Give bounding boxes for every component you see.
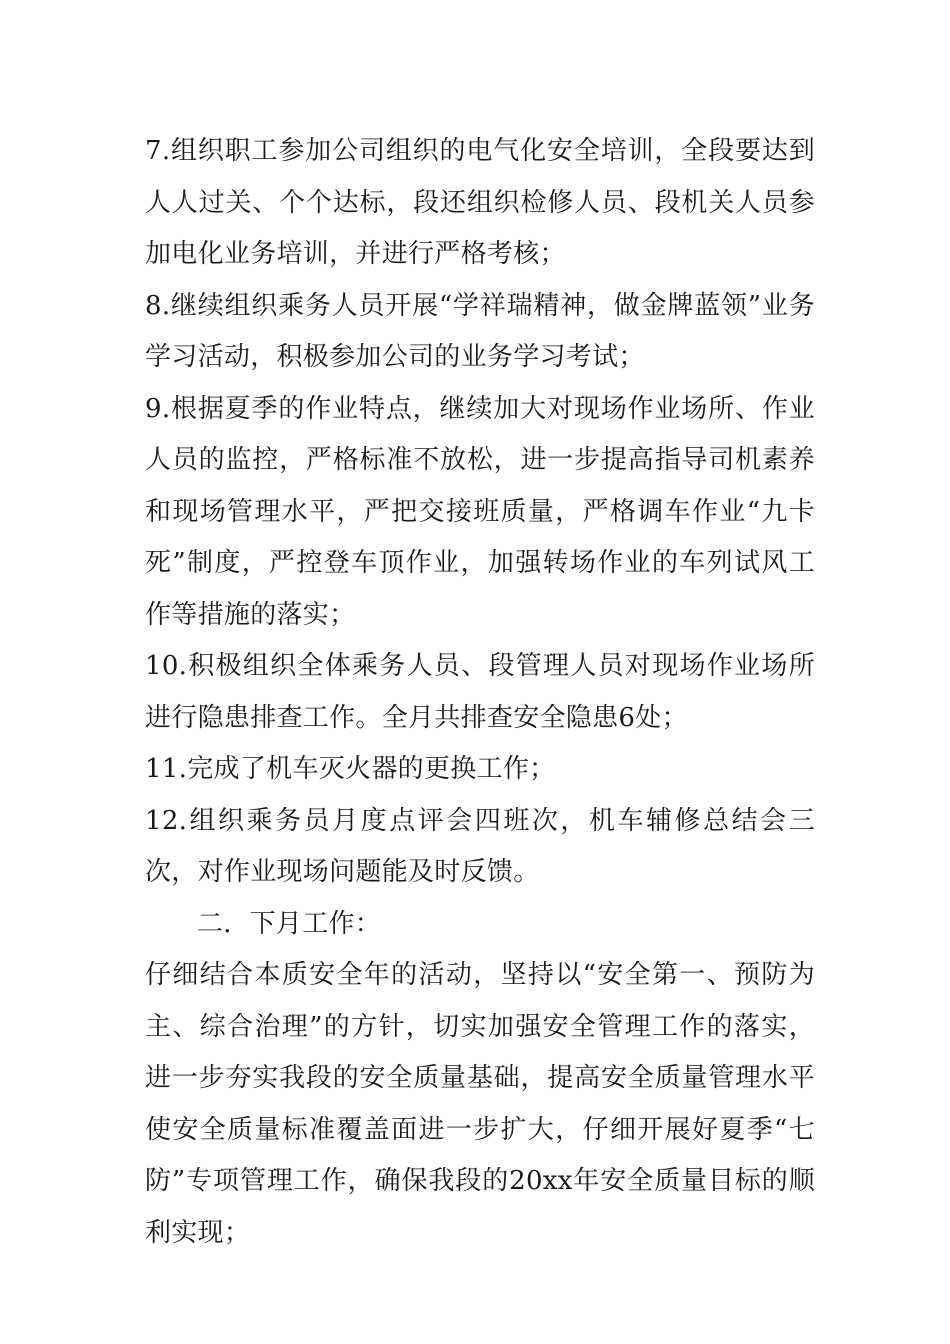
- document-body: [145, 126, 815, 1259]
- item-8-paragraph: 8.继续组织乘务人员开展“学祥瑞精神，做金牌蓝领”业务学习活动，积极参加公司的业务学习考试；: [145, 290, 815, 372]
- item-11-paragraph: 11.完成了机车灭火器的更换工作；: [145, 754, 556, 784]
- item-10-paragraph: 10.积极组织全体乘务人员、段管理人员对现场作业场所进行隐患排查工作。全月共排查安全隐患6处；: [145, 651, 815, 733]
- section-heading: 二．下月工作：: [197, 908, 382, 939]
- closing-paragraph: 仔细结合本质安全年的活动，坚持以“安全第一、预防为主、综合治理”的方针，切实加强安全管理工作的落实，进一步夯实我段的安全质量基础，提高安全质量管理水平使安全质量标准覆盖面进一步扩大，仔细开展好夏季“七防”专项管理工作，确保我段的20xx年安全质量目标的顺利实现；: [145, 960, 815, 1248]
- item-12-paragraph: 12.组织乘务员月度点评会四班次，机车辅修总结会三次，对作业现场问题能及时反馈。: [145, 805, 815, 887]
- item-7-paragraph: 7.组织职工参加公司组织的电气化安全培训，全段要达到人人过关、个个达标，段还组织检修人员、段机关人员参加电化业务培训，并进行严格考核；: [145, 136, 815, 269]
- item-9-paragraph: 9.根据夏季的作业特点，继续加大对现场作业场所、作业人员的监控，严格标准不放松，进一步提高指导司机素养和现场管理水平，严把交接班质量，严格调车作业“九卡死”制度，严控登车顶作业，加强转场作业的车列试风工作等措施的落实；: [145, 393, 815, 630]
